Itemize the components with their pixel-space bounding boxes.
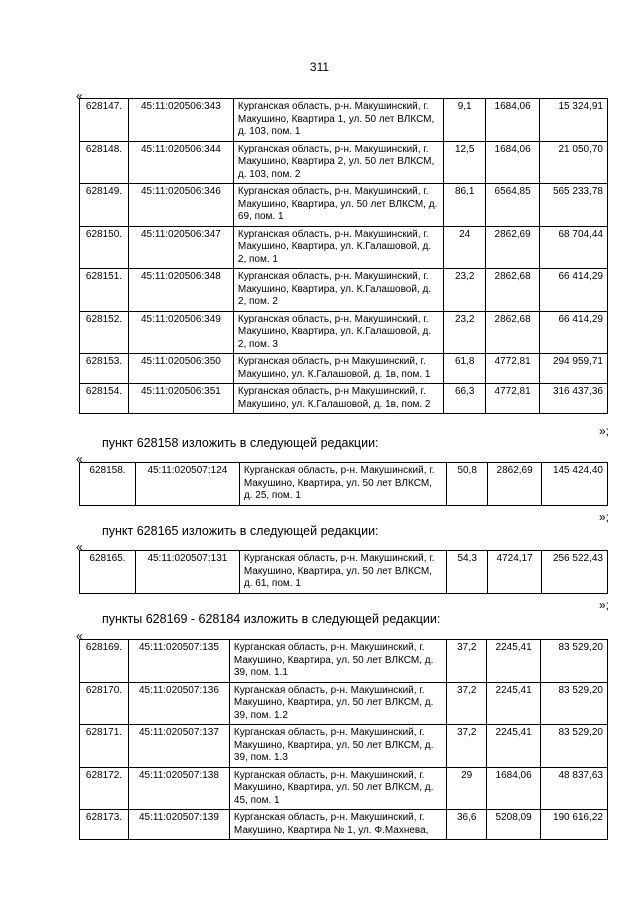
cadastral-number: 45:11:020507:131 (135, 551, 239, 594)
cadastral-number: 45:11:020507:139 (128, 810, 229, 840)
row-number: 628171. (80, 725, 129, 768)
open-quote-3: « (76, 540, 83, 554)
row-number: 628150. (80, 226, 129, 269)
table-row (80, 682, 608, 725)
area: 54,3 (447, 551, 488, 594)
cadastral-value: 83 529,20 (541, 725, 608, 768)
area: 37,2 (447, 725, 487, 768)
table-row (80, 226, 608, 269)
row-number: 628153. (80, 354, 129, 384)
row-number: 628154. (80, 384, 129, 414)
table-row (80, 99, 608, 142)
table-row (80, 311, 608, 354)
cadastral-value: 68 704,44 (540, 226, 608, 269)
area: 23,2 (444, 311, 486, 354)
address: Курганская область, р-н. Макушинский, г. Макушино, Квартира, ул. К.Галашовой, д. 2, пом. 1 (233, 226, 443, 269)
price-per-sqm: 2862,68 (486, 269, 540, 312)
address: Курганская область, р-н. Макушинский, г. Макушино, Квартира, ул. 50 лет ВЛКСМ, д. 45, пом. 1 (229, 767, 446, 810)
table-row (80, 384, 608, 414)
cadastral-number: 45:11:020507:136 (128, 682, 229, 725)
cadastral-value: 565 233,78 (540, 184, 608, 227)
price-per-sqm: 2862,69 (488, 463, 542, 506)
cadastral-value: 294 959,71 (540, 354, 608, 384)
row-number: 628165. (80, 551, 136, 594)
price-per-sqm: 5208,09 (487, 810, 541, 840)
table-row (80, 463, 608, 506)
area: 86,1 (444, 184, 486, 227)
table-row (80, 640, 608, 683)
table-row (80, 725, 608, 768)
price-per-sqm: 2862,69 (486, 226, 540, 269)
row-number: 628148. (80, 141, 129, 184)
cadastral-value: 21 050,70 (540, 141, 608, 184)
table-row (80, 767, 608, 810)
row-number: 628170. (80, 682, 129, 725)
price-per-sqm: 1684,06 (486, 141, 540, 184)
price-per-sqm: 4772,81 (486, 354, 540, 384)
address: Курганская область, р-н. Макушинский, г. Макушино, Квартира, ул. 50 лет ВЛКСМ, д. 25, пом. 1 (239, 463, 446, 506)
cadastral-number: 45:11:020506:349 (128, 311, 233, 354)
price-per-sqm: 4724,17 (488, 551, 542, 594)
table-row (80, 141, 608, 184)
row-number: 628152. (80, 311, 129, 354)
cadastral-value: 83 529,20 (541, 640, 608, 683)
row-number: 628158. (80, 463, 136, 506)
intro-paragraph-3: пункты 628169 - 628184 изложить в следующей редакции: (102, 612, 441, 626)
address: Курганская область, р-н. Макушинский, г. Макушино, Квартира 1, ул. 50 лет ВЛКСМ, д. 103, пом. 1 (233, 99, 443, 142)
cadastral-number: 45:11:020507:124 (135, 463, 239, 506)
intro-paragraph-1: пункт 628158 изложить в следующей редакции: (102, 436, 379, 450)
cadastral-number: 45:11:020506:346 (128, 184, 233, 227)
address: Курганская область, р-н. Макушинский, г. Макушино, Квартира, ул. 50 лет ВЛКСМ, д. 39, пом. 1.1 (229, 640, 446, 683)
cadastral-number: 45:11:020506:343 (128, 99, 233, 142)
price-per-sqm: 1684,06 (487, 767, 541, 810)
area: 37,2 (447, 682, 487, 725)
cadastral-value: 66 414,29 (540, 269, 608, 312)
area: 29 (447, 767, 487, 810)
price-per-sqm: 2245,41 (487, 640, 541, 683)
table-row (80, 810, 608, 840)
price-per-sqm: 4772,81 (486, 384, 540, 414)
cadastral-value: 145 424,40 (542, 463, 608, 506)
open-quote: « (76, 89, 83, 103)
property-table-4 (79, 639, 608, 840)
open-quote-4: « (76, 629, 83, 643)
property-table-3 (79, 550, 608, 594)
intro-paragraph-2: пункт 628165 изложить в следующей редакции: (102, 524, 379, 538)
address: Курганская область, р-н. Макушинский, г. Макушино, Квартира, ул. 50 лет ВЛКСМ, д. 69, пом. 1 (233, 184, 443, 227)
cadastral-value: 316 437,36 (540, 384, 608, 414)
area: 66,3 (444, 384, 486, 414)
row-number: 628172. (80, 767, 129, 810)
open-quote-2: « (76, 452, 83, 466)
address: Курганская область, р-н. Макушинский, г. Макушино, Квартира, ул. 50 лет ВЛКСМ, д. 39, пом. 1.3 (229, 725, 446, 768)
cadastral-value: 66 414,29 (540, 311, 608, 354)
close-quote-1: »; (598, 424, 609, 438)
table-row (80, 184, 608, 227)
area: 9,1 (444, 99, 486, 142)
area: 24 (444, 226, 486, 269)
close-quote-2: »; (598, 510, 609, 524)
table-row (80, 354, 608, 384)
price-per-sqm: 6564,85 (486, 184, 540, 227)
area: 37,2 (447, 640, 487, 683)
row-number: 628147. (80, 99, 129, 142)
address: Курганская область, р-н Макушинский, г. Макушино, ул. К.Галашовой, д. 1в, пом. 2 (233, 384, 443, 414)
address: Курганская область, р-н. Макушинский, г. Макушино, Квартира № 1, ул. Ф.Махнева, (229, 810, 446, 840)
row-number: 628169. (80, 640, 129, 683)
price-per-sqm: 1684,06 (486, 99, 540, 142)
cadastral-number: 45:11:020507:138 (128, 767, 229, 810)
cadastral-number: 45:11:020506:347 (128, 226, 233, 269)
cadastral-value: 48 837,63 (541, 767, 608, 810)
area: 12,5 (444, 141, 486, 184)
area: 36,6 (447, 810, 487, 840)
address: Курганская область, р-н. Макушинский, г. Макушино, Квартира, ул. 50 лет ВЛКСМ, д. 61, пом. 1 (239, 551, 446, 594)
cadastral-number: 45:11:020506:344 (128, 141, 233, 184)
row-number: 628149. (80, 184, 129, 227)
cadastral-value: 15 324,91 (540, 99, 608, 142)
price-per-sqm: 2245,41 (487, 725, 541, 768)
cadastral-value: 256 522,43 (542, 551, 608, 594)
cadastral-value: 190 616,22 (541, 810, 608, 840)
row-number: 628173. (80, 810, 129, 840)
price-per-sqm: 2245,41 (487, 682, 541, 725)
address: Курганская область, р-н. Макушинский, г. Макушино, Квартира, ул. К.Галашовой, д. 2, пом. 2 (233, 269, 443, 312)
address: Курганская область, р-н. Макушинский, г. Макушино, Квартира, ул. 50 лет ВЛКСМ, д. 39, пом. 1.2 (229, 682, 446, 725)
area: 50,8 (447, 463, 488, 506)
cadastral-number: 45:11:020506:350 (128, 354, 233, 384)
close-quote-3: »; (598, 598, 609, 612)
address: Курганская область, р-н Макушинский, г. Макушино, ул. К.Галашовой, д. 1в, пом. 1 (233, 354, 443, 384)
table-row (80, 551, 608, 594)
property-table-2 (79, 462, 608, 506)
area: 61,8 (444, 354, 486, 384)
page-number: 311 (309, 60, 330, 74)
cadastral-number: 45:11:020507:135 (128, 640, 229, 683)
address: Курганская область, р-н. Макушинский, г. Макушино, Квартира, ул. К.Галашовой, д. 2, пом. 3 (233, 311, 443, 354)
table-row (80, 269, 608, 312)
address: Курганская область, р-н. Макушинский, г. Макушино, Квартира 2, ул. 50 лет ВЛКСМ, д. 103, пом. 2 (233, 141, 443, 184)
cadastral-number: 45:11:020507:137 (128, 725, 229, 768)
cadastral-number: 45:11:020506:351 (128, 384, 233, 414)
cadastral-number: 45:11:020506:348 (128, 269, 233, 312)
price-per-sqm: 2862,68 (486, 311, 540, 354)
property-table-1 (79, 98, 608, 414)
row-number: 628151. (80, 269, 129, 312)
cadastral-value: 83 529,20 (541, 682, 608, 725)
area: 23,2 (444, 269, 486, 312)
